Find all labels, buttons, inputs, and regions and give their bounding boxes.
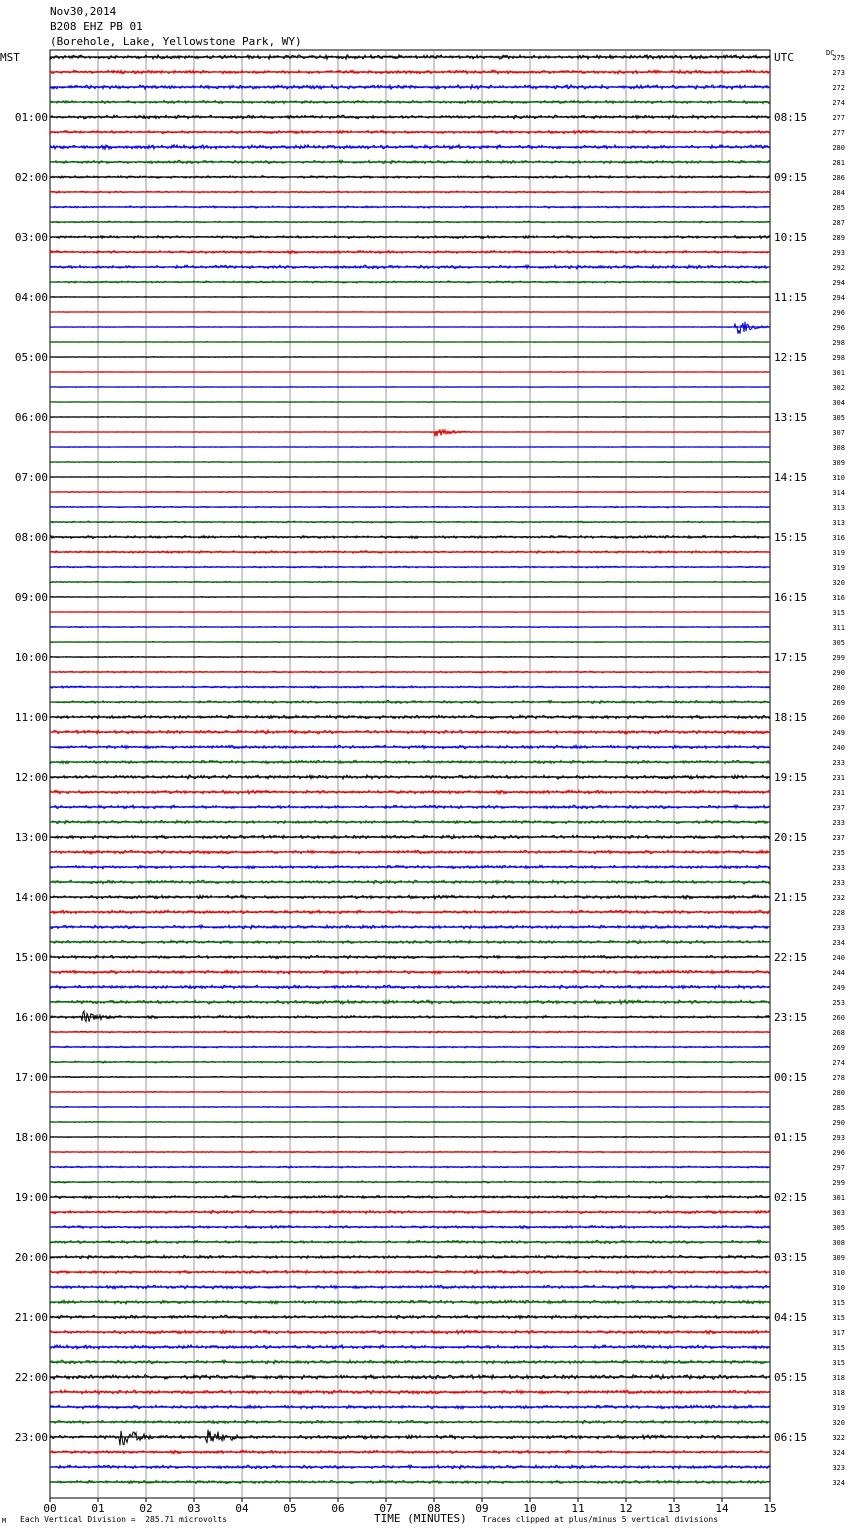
- clip-note: Traces clipped at plus/minus 5 vertical divisions: [482, 1515, 719, 1524]
- x-tick-label: 05: [283, 1502, 297, 1515]
- dc-offset-label: 232: [832, 894, 845, 902]
- dc-offset-label: 307: [832, 429, 845, 437]
- dc-offset-label: 310: [832, 1269, 845, 1277]
- dc-offset-label: 269: [832, 1044, 845, 1052]
- utc-hour-label: 19:15: [774, 771, 808, 784]
- utc-hour-label: UTC: [774, 51, 794, 64]
- dc-offset-label: 319: [832, 1404, 845, 1412]
- dc-offset-label: 249: [832, 729, 845, 737]
- dc-offset-label: 240: [832, 744, 845, 752]
- dc-offset-label: 309: [832, 1254, 845, 1262]
- dc-offset-label: 233: [832, 864, 845, 872]
- mst-hour-label: 11:00: [14, 711, 48, 724]
- dc-axis-title: DC: [826, 49, 835, 57]
- utc-hour-label: 02:15: [774, 1191, 808, 1204]
- dc-offset-label: 303: [832, 1209, 845, 1217]
- dc-offset-label: 237: [832, 804, 845, 812]
- dc-offset-label: 296: [832, 1149, 845, 1157]
- mst-hour-label: 21:00: [14, 1311, 48, 1324]
- dc-offset-label: 280: [832, 1089, 845, 1097]
- dc-offset-label: 285: [832, 204, 845, 212]
- dc-offset-label: 315: [832, 1299, 845, 1307]
- dc-offset-label: 240: [832, 954, 845, 962]
- dc-offset-label: 294: [832, 294, 845, 302]
- x-axis-title: TIME (MINUTES): [374, 1512, 467, 1525]
- dc-offset-label: 293: [832, 249, 845, 257]
- mst-hour-label: 14:00: [14, 891, 48, 904]
- dc-offset-label: 273: [832, 69, 845, 77]
- dc-offset-label: 308: [832, 1239, 845, 1247]
- dc-offset-label: 278: [832, 1074, 845, 1082]
- dc-offset-label: 260: [832, 1014, 845, 1022]
- dc-offset-label: 322: [832, 1434, 845, 1442]
- dc-offset-label: 280: [832, 684, 845, 692]
- mst-hour-label: 09:00: [14, 591, 48, 604]
- dc-offset-label: 290: [832, 1119, 845, 1127]
- utc-hour-label: 22:15: [774, 951, 808, 964]
- dc-offset-label: 296: [832, 324, 845, 332]
- dc-offset-label: 233: [832, 924, 845, 932]
- x-tick-label: 12: [619, 1502, 633, 1515]
- dc-offset-label: 309: [832, 459, 845, 467]
- utc-hour-label: 09:15: [774, 171, 808, 184]
- dc-offset-label: 275: [832, 54, 845, 62]
- dc-offset-label: 320: [832, 579, 845, 587]
- x-tick-label: 11: [571, 1502, 585, 1515]
- utc-hour-label: 04:15: [774, 1311, 808, 1324]
- recording-date: Nov30,2014: [50, 5, 117, 18]
- dc-offset-label: 234: [832, 939, 845, 947]
- dc-offset-label: 318: [832, 1389, 845, 1397]
- dc-offset-label: 305: [832, 639, 845, 647]
- x-tick-label: 03: [187, 1502, 201, 1515]
- dc-offset-label: 274: [832, 99, 845, 107]
- dc-offset-label: 293: [832, 1134, 845, 1142]
- dc-offset-label: 316: [832, 594, 845, 602]
- x-tick-label: 06: [331, 1502, 345, 1515]
- x-tick-label: 15: [763, 1502, 777, 1515]
- dc-offset-label: 237: [832, 834, 845, 842]
- dc-offset-label: 272: [832, 84, 845, 92]
- dc-offset-label: 296: [832, 309, 845, 317]
- mst-hour-label: 12:00: [14, 771, 48, 784]
- utc-hour-label: 18:15: [774, 711, 808, 724]
- trace-line: [50, 1011, 770, 1022]
- dc-offset-label: 305: [832, 1224, 845, 1232]
- dc-offset-label: 231: [832, 774, 845, 782]
- utc-hour-label: 23:15: [774, 1011, 808, 1024]
- dc-offset-label: 228: [832, 909, 845, 917]
- dc-offset-label: 308: [832, 444, 845, 452]
- utc-hour-label: 17:15: [774, 651, 808, 664]
- utc-hour-label: 15:15: [774, 531, 808, 544]
- utc-hour-label: 12:15: [774, 351, 808, 364]
- x-tick-label: 04: [235, 1502, 249, 1515]
- dc-offset-label: 287: [832, 219, 845, 227]
- x-tick-label: 00: [43, 1502, 57, 1515]
- dc-offset-label: 304: [832, 399, 845, 407]
- utc-hour-label: 11:15: [774, 291, 808, 304]
- utc-hour-label: 10:15: [774, 231, 808, 244]
- dc-offset-label: 260: [832, 714, 845, 722]
- dc-offset-label: 233: [832, 879, 845, 887]
- utc-hour-label: 14:15: [774, 471, 808, 484]
- dc-offset-label: 298: [832, 339, 845, 347]
- utc-hour-label: 16:15: [774, 591, 808, 604]
- utc-hour-label: 03:15: [774, 1251, 808, 1264]
- dc-offset-label: 319: [832, 549, 845, 557]
- utc-hour-label: 06:15: [774, 1431, 808, 1444]
- dc-offset-label: 315: [832, 1314, 845, 1322]
- dc-offset-label: 314: [832, 489, 845, 497]
- x-tick-label: 14: [715, 1502, 729, 1515]
- dc-offset-label: 318: [832, 1374, 845, 1382]
- utc-hour-label: 00:15: [774, 1071, 808, 1084]
- dc-offset-label: 277: [832, 114, 845, 122]
- mst-hour-label: 16:00: [14, 1011, 48, 1024]
- dc-offset-label: 301: [832, 1194, 845, 1202]
- utc-hour-label: 08:15: [774, 111, 808, 124]
- mst-hour-label: 18:00: [14, 1131, 48, 1144]
- dc-offset-label: 231: [832, 789, 845, 797]
- dc-offset-label: 311: [832, 624, 845, 632]
- trace-line: [50, 429, 770, 436]
- dc-offset-label: 274: [832, 1059, 845, 1067]
- mst-hour-label: 03:00: [14, 231, 48, 244]
- mst-hour-label: 04:00: [14, 291, 48, 304]
- dc-offset-label: 315: [832, 1344, 845, 1352]
- dc-offset-label: 313: [832, 504, 845, 512]
- x-tick-label: 07: [379, 1502, 393, 1515]
- corner-mark: M: [2, 1517, 7, 1525]
- utc-hour-label: 20:15: [774, 831, 808, 844]
- dc-offset-label: 290: [832, 669, 845, 677]
- trace-line: [50, 322, 770, 334]
- dc-offset-label: 233: [832, 819, 845, 827]
- dc-offset-label: 316: [832, 534, 845, 542]
- mst-hour-label: 23:00: [14, 1431, 48, 1444]
- dc-offset-label: 235: [832, 849, 845, 857]
- dc-offset-label: 320: [832, 1419, 845, 1427]
- x-tick-label: 02: [139, 1502, 153, 1515]
- station-location: (Borehole, Lake, Yellowstone Park, WY): [50, 35, 302, 48]
- utc-hour-label: 01:15: [774, 1131, 808, 1144]
- dc-offset-label: 310: [832, 474, 845, 482]
- dc-offset-label: 269: [832, 699, 845, 707]
- dc-offset-label: 324: [832, 1449, 845, 1457]
- dc-offset-label: 268: [832, 1029, 845, 1037]
- dc-offset-label: 286: [832, 174, 845, 182]
- x-tick-label: 08: [427, 1502, 441, 1515]
- dc-offset-label: 244: [832, 969, 845, 977]
- dc-offset-label: 233: [832, 759, 845, 767]
- mst-hour-label: 17:00: [14, 1071, 48, 1084]
- dc-offset-label: 315: [832, 609, 845, 617]
- x-tick-label: 13: [667, 1502, 681, 1515]
- dc-offset-label: 313: [832, 519, 845, 527]
- mst-hour-label: 13:00: [14, 831, 48, 844]
- x-tick-label: 01: [91, 1502, 105, 1515]
- dc-offset-label: 305: [832, 414, 845, 422]
- station-id: B208 EHZ PB 01: [50, 20, 143, 33]
- dc-offset-label: 249: [832, 984, 845, 992]
- mst-hour-label: 07:00: [14, 471, 48, 484]
- dc-offset-label: 253: [832, 999, 845, 1007]
- dc-offset-label: 324: [832, 1479, 845, 1487]
- dc-offset-label: 297: [832, 1164, 845, 1172]
- dc-offset-label: 310: [832, 1284, 845, 1292]
- dc-offset-label: 294: [832, 279, 845, 287]
- dc-offset-label: 319: [832, 564, 845, 572]
- x-tick-label: 10: [523, 1502, 537, 1515]
- x-tick-label: 09: [475, 1502, 489, 1515]
- dc-offset-label: 323: [832, 1464, 845, 1472]
- mst-hour-label: 08:00: [14, 531, 48, 544]
- dc-offset-label: 284: [832, 189, 845, 197]
- dc-offset-label: 299: [832, 1179, 845, 1187]
- dc-offset-label: 292: [832, 264, 845, 272]
- dc-offset-label: 298: [832, 354, 845, 362]
- dc-offset-label: 317: [832, 1329, 845, 1337]
- dc-offset-label: 299: [832, 654, 845, 662]
- utc-hour-label: 21:15: [774, 891, 808, 904]
- mst-hour-label: 20:00: [14, 1251, 48, 1264]
- dc-offset-label: 280: [832, 144, 845, 152]
- mst-hour-label: 10:00: [14, 651, 48, 664]
- dc-offset-label: 302: [832, 384, 845, 392]
- mst-hour-label: 15:00: [14, 951, 48, 964]
- mst-axis-title: MST: [0, 51, 20, 64]
- utc-hour-label: 05:15: [774, 1371, 808, 1384]
- dc-offset-label: 301: [832, 369, 845, 377]
- mst-hour-label: 02:00: [14, 171, 48, 184]
- scale-note: Each Vertical Division = 285.71 microvolts: [20, 1515, 228, 1524]
- dc-offset-label: 285: [832, 1104, 845, 1112]
- mst-hour-label: 06:00: [14, 411, 48, 424]
- mst-hour-label: 22:00: [14, 1371, 48, 1384]
- mst-hour-label: 05:00: [14, 351, 48, 364]
- utc-hour-label: 13:15: [774, 411, 808, 424]
- dc-offset-label: 277: [832, 129, 845, 137]
- mst-hour-label: 19:00: [14, 1191, 48, 1204]
- dc-offset-label: 315: [832, 1359, 845, 1367]
- dc-offset-label: 289: [832, 234, 845, 242]
- dc-offset-label: 281: [832, 159, 845, 167]
- mst-hour-label: 01:00: [14, 111, 48, 124]
